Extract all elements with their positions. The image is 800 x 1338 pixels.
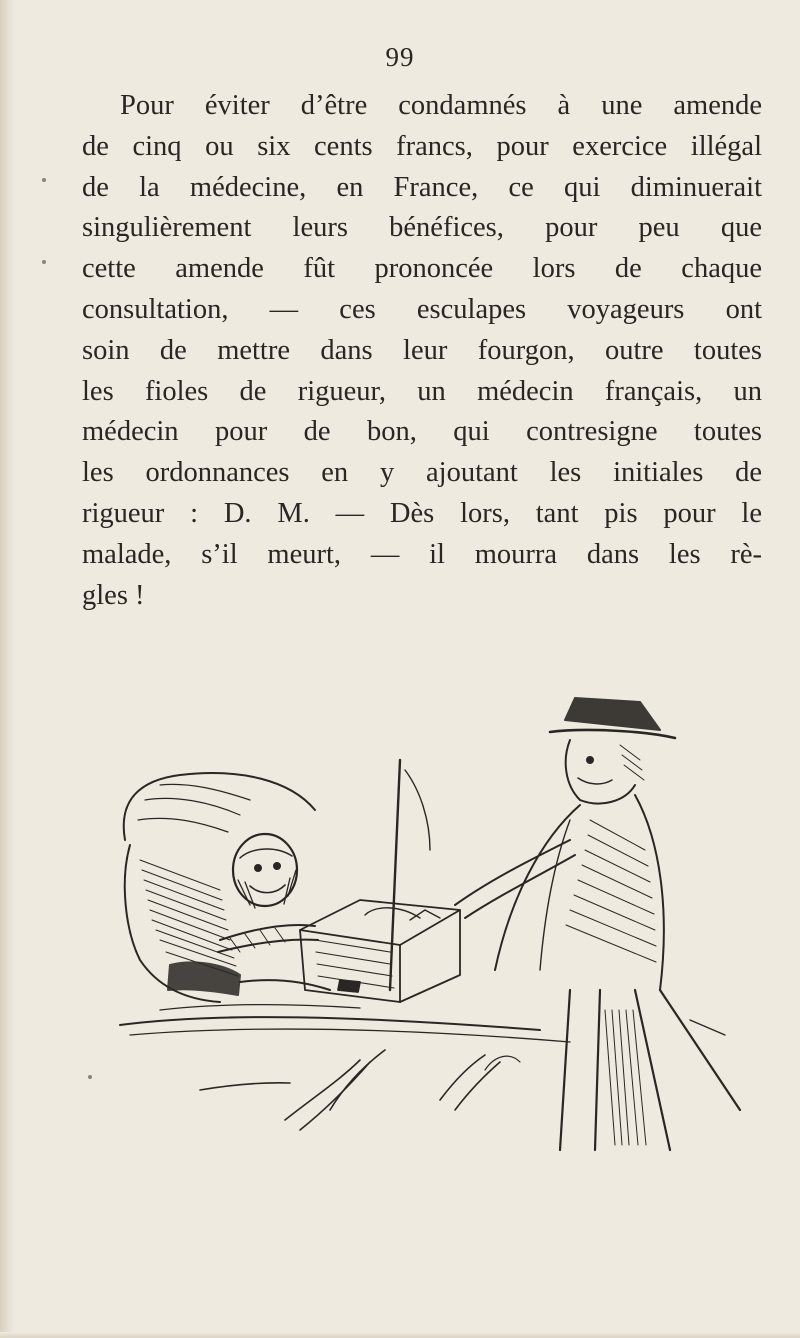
page-binding-shadow [0, 0, 14, 1338]
text-line: les fioles de rigueur, un médecin français, un [82, 375, 762, 407]
standing-man-in-top-hat [455, 698, 740, 1150]
body-text [82, 86, 762, 616]
paper-speck [88, 1075, 92, 1079]
seated-doctor-figure [124, 773, 330, 1002]
text-line: malade, s’il meurt, — il mourra dans les rè- [82, 538, 762, 570]
vial-box [300, 900, 460, 1002]
text-line: les ordonnances en y ajoutant les initiales de [82, 457, 762, 489]
text-line: Pour éviter d’être condamnés à une amende [120, 90, 762, 121]
engraving-illustration [100, 690, 750, 1160]
cane-line [390, 760, 400, 990]
paper-speck [42, 178, 46, 182]
paper-speck [42, 260, 46, 264]
text-line: soin de mettre dans leur fourgon, outre toutes [82, 334, 762, 366]
text-line: cette amende fût prononcée lors de chaque [82, 253, 762, 285]
text-line: de la médecine, en France, ce qui diminuerait [82, 171, 762, 203]
page-bottom-edge [0, 1332, 800, 1338]
text-line: rigueur : D. M. — Dès lors, tant pis pour le [82, 497, 762, 529]
text-line: consultation, — ces esculapes voyageurs ont [82, 293, 762, 325]
page-number: 99 [385, 42, 415, 72]
text-line: singulièrement leurs bénéfices, pour peu que [82, 212, 762, 244]
text-line: de cinq ou six cents francs, pour exercice illégal [82, 130, 762, 162]
text-line: médecin pour de bon, qui contresigne toutes [82, 416, 762, 448]
text-line: gles ! [82, 579, 145, 611]
